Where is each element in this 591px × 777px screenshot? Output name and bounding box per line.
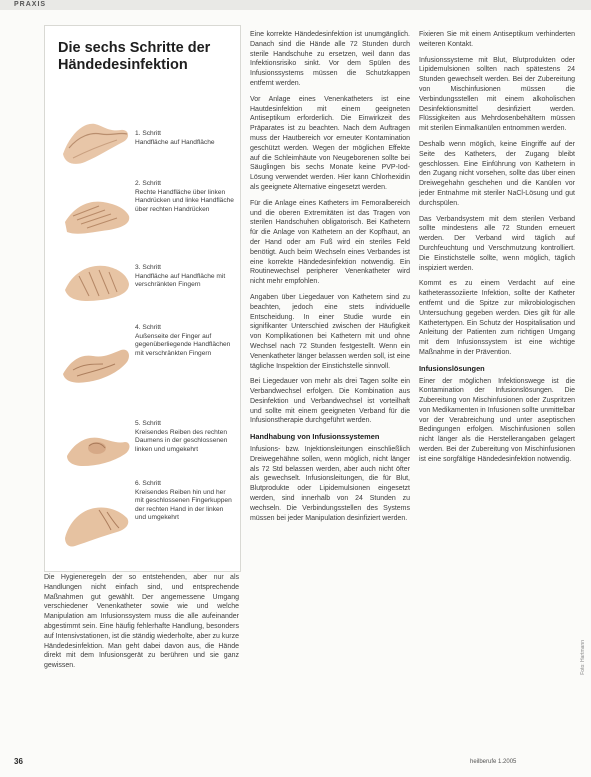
step-3-number: 3. Schritt	[135, 264, 162, 271]
text-column-right	[419, 30, 575, 758]
infobox-title: Die sechs Schritte der Händedesinfektion	[58, 40, 211, 73]
step-2-description: Rechte Handfläche über linken Handrücken und linke Handfläche über rechten Handrücken	[135, 188, 234, 213]
paragraph: Vor Anlage eines Venenkatheters ist eine Hautdesinfektion mit einem geeigneten Antiseptikum erforderlich. Die Einwirkzeit des Präparates ist zu beachten. Nach dem Auftragen muss der Hautbereich vor erneuter Kontamination geschützt werden. Wegen der möglichen Effekte auf die Schleimhäute von Neugeborenen sollte bei Säuglingen bis sechs Monate keine PVP-Iod-Lösung verwendet werden. Hier kann Chlorhexidin als geeignete Alternative eingesetzt werden.	[250, 95, 410, 191]
step-4	[45, 320, 240, 400]
step-4-description: Außenseite der Finger auf gegenüberliegende Handflächen mit verschränkten Fingern	[135, 332, 231, 357]
step-1-text	[135, 130, 235, 147]
step-2-number: 2. Schritt	[135, 180, 162, 187]
step-4-hands-image	[59, 324, 133, 394]
text-column-middle	[250, 30, 410, 758]
step-4-text	[135, 324, 235, 358]
section-heading-infusion-solutions: Infusionslösungen	[419, 363, 485, 373]
step-5-number: 5. Schritt	[135, 420, 162, 427]
paragraph: Das Verbandsystem mit dem sterilen Verband sollte mindestens alle 72 Stunden erneuert werden. Der Verband wird täglich auf Durchfeuchtung und Verschmutzung kontrolliert. Die Einstichstelle sollte, wenn möglich, täglich inspiziert werden.	[419, 215, 575, 272]
step-6-description: Kreisendes Reiben hin und her mit geschlossenen Fingerkuppen der rechten Hand in der linken und umgekehrt	[135, 488, 232, 522]
step-1-number: 1. Schritt	[135, 130, 162, 137]
step-3-hands-image	[59, 246, 133, 316]
text-column-left	[44, 573, 239, 758]
step-6	[45, 476, 240, 556]
steps-infobox	[44, 25, 241, 572]
paragraph: Kommt es zu einem Verdacht auf eine katheterassoziierte Infektion, sollte der Katheter entfernt und die Spitze zur mikrobiologischen Untersuchung gegeben werden. Dies gilt für alle Kathetertypen. Ein Schutz der Hospitalisation und Anleitung der Patienten zum richtigen Umgang mit dem Infusionssystem ist eine wichtige Maßnahme in der Prävention.	[419, 280, 575, 356]
section-heading-infusion-systems: Handhabung von Infusionssystemen	[250, 432, 380, 442]
step-5	[45, 398, 240, 478]
section-label: PRAXIS	[14, 1, 47, 8]
paragraph: Deshalb wenn möglich, keine Eingriffe auf der Seite des Katheters, der Zugang bleibt geschlossen. Eine Einführung von Kathetern in den Zugang nicht vorsehen, sollte das über einen Dreiwegehahn geschehen und die Kanülen vor jeder Entnahme mit steriler NaCl-Lösung und gut durchspülen.	[419, 140, 575, 207]
paragraph: Für die Anlage eines Katheters im Femoralbereich und die oberen Extremitäten ist das Tragen von sterilen Handschuhen obligatorisch. Bei Kathetern für die Anlage von Kathetern an der Kopfhaut, an der Hand oder am Fuß wird ein steriles Feld benötigt. Auch beim Wechseln eines Verbandes ist eine korrekte Händedesinfektion notwendig. Ein Routinewechsel peripherer Venenkatheter wird nicht mehr empfohlen.	[250, 199, 410, 286]
step-5-hands-image	[59, 402, 133, 472]
step-6-number: 6. Schritt	[135, 480, 162, 487]
step-5-text	[135, 420, 235, 454]
step-1-description: Handfläche auf Handfläche	[135, 138, 215, 146]
paragraph: Die Hygieneregeln der so entstehenden, aber nur als Handlungen nicht einfach sind, und entsprechende Maßnahmen gut gewählt. Der angemessene Umgang verschiedener Venenkatheter sowie wie und welche Manipulation am Infusionssystem muss die alle aufeinander abgestimmt sein. Eine häufig fehlerhafte Handlung, besonders auf Intensivstationen, ist die ständig wiederholte, aber zu kurze Händedesinfektion. Man geht dabei davon aus, die Hände direkt mit dem Infusionsgerät zu berühren und sie ganz gewissen.	[44, 574, 239, 670]
step-1-hands-image	[59, 102, 133, 172]
journal-issue: heilberufe 1.2005	[470, 759, 517, 765]
paragraph: Bei Liegedauer von mehr als drei Tagen sollte ein Verbandwechsel erfolgen. Die Kombination aus Desinfektion und Verbandwechsel ist vorteilhaft und sollte mit einem geeigneten Verband für die Infusionstherapie durchgeführt werden.	[250, 378, 410, 425]
paragraph: Infusionssysteme mit Blut, Blutprodukten oder Lipidemulsionen sollten nach spätestens 24 Stunden gewechselt werden. Bei der Zubereitung von Mischinfusionen müssen die Verbindungsstellen mit einem alkoholischen Desinfektionsmittel desinfiziert werden. Flüssigkeiten aus Mehrdosenbehältern müssen mit sterilen Einmalkanülen entnommen werden.	[419, 56, 575, 133]
photo-credit: Foto: Hartmann	[580, 640, 586, 675]
paragraph: Einer der möglichen Infektionswege ist die Kontamination der Infusionslösungen. Die Zubereitung von Mischinfusionen oder Zuspritzen von Medikamenten in Infusionen sollte unmittelbar vor der Verabreichung und unter aseptischen Bedingungen erfolgen. Mischinfusionen sollen nicht länger als die Herstellerangaben gelagert werden. Bei der Zubereitung von Mischinfusionen ist eine sorgfältige Händedesinfektion notwendig.	[419, 377, 575, 463]
step-1	[45, 98, 240, 178]
step-3-text	[135, 264, 235, 290]
paragraph: Eine korrekte Händedesinfektion ist unumgänglich. Danach sind die Hände alle 72 Stunden durch sterile Handschuhe zu ersetzen, weil dann das Infektionsrisiko sinkt. Vor dem Spülen des Infusionssystems müssen die Schutzkappen entfernt werden.	[250, 31, 410, 87]
header-bar	[0, 0, 591, 10]
page-number: 36	[14, 757, 23, 766]
step-2-text	[135, 180, 235, 214]
paragraph: Angaben über Liegedauer von Kathetern sind zu beachten, jedoch eine stets individuelle Entscheidung. In einer Studie wurde ein signifikanter Unterschied zwischen der Häufigkeit von Komplikationen bei Kathetern mit und ohne Wechsel nach 72 Stunden festgestellt. Wenn ein Venenkatheter länger belassen werden soll, ist eine tägliche Inspektion der Einstichstelle sinnvoll.	[250, 293, 410, 370]
step-3	[45, 242, 240, 322]
step-3-description: Handfläche auf Handfläche mit verschränkten Fingern	[135, 272, 226, 289]
step-6-text	[135, 480, 235, 523]
paragraph: Fixieren Sie mit einem Antiseptikum verhinderten weiteren Kontakt.	[419, 31, 575, 48]
paragraph: Infusions- bzw. Injektionsleitungen einschließlich Dreiwegehähne sollen, wenn möglich, nicht länger als 72 Std belassen werden, aber auch nicht öfter als gewechselt. Infusionsleitungen, die für Blut, Blutprodukte oder Lipidemulsionen eingesetzt werden, sind innerhalb von 24 Stunden zu wechseln. Die Verbindungsstellen des Systems müssen bei jeder Manipulation desinfiziert werden.	[250, 446, 410, 522]
step-4-number: 4. Schritt	[135, 324, 162, 331]
step-5-description: Kreisendes Reiben des rechten Daumens in der geschlossenen linken und umgekehrt	[135, 428, 228, 453]
step-6-hands-image	[59, 480, 133, 550]
